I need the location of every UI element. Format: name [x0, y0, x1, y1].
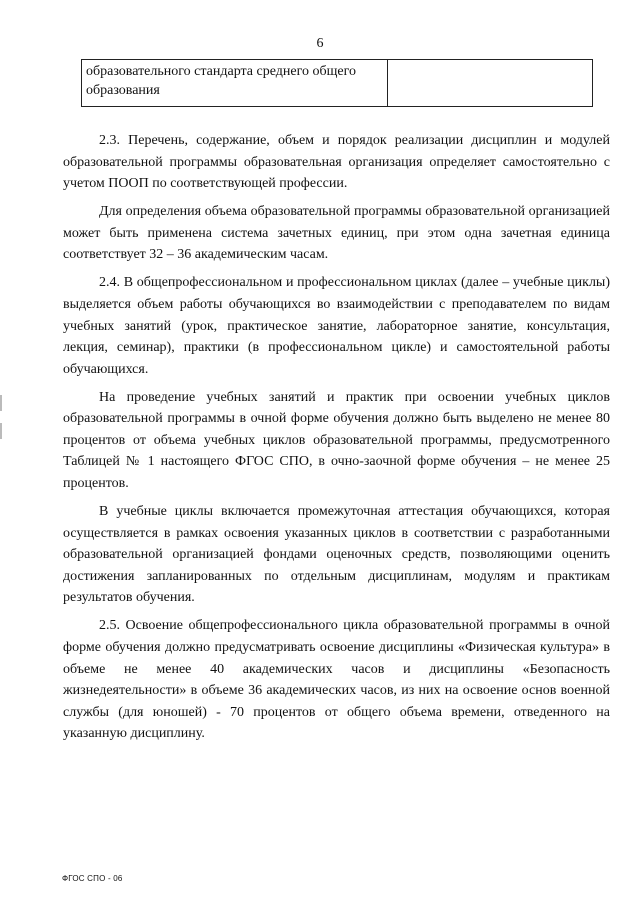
paragraph-credit-units: Для определения объема образовательной программы образовательной организацией может быть применена система зачетных единиц, при этом одна зачетная единица соответствует 32 – 36 академическим часам. — [63, 204, 610, 263]
paragraph-2-5: 2.5. Освоение общепрофессионального цикла образовательной программы в очной форме обучения должно предусматривать освоение дисциплины «Физическая культура» в объеме не менее 40 академических часов и дисциплины «Безопасность жизнедеятельности» в объеме 36 академических часов, из них на освоение основ военной службы (для юношей) - 70 процентов от общего объема времени, отведенного на указанную дисциплину. — [63, 618, 610, 742]
footer-code: ФГОС СПО - 06 — [62, 874, 123, 883]
table-cell-empty — [388, 60, 593, 107]
table-row — [82, 60, 593, 107]
scan-edge-mark — [0, 395, 2, 411]
paragraph-attestation: В учебные циклы включается промежуточная аттестация обучающихся, которая осуществляется в рамках освоения указанных циклов в соответствии с разработанными образовательной организацией фондами оценочных средств, позволяющими оценить достижения запланированных по отдельным дисциплинам, модулям и практикам результатов обучения. — [63, 504, 610, 606]
table-cell-standard: образовательного стандарта среднего общего образования — [82, 60, 388, 107]
page-number: 6 — [316, 36, 324, 51]
paragraph-class-hours: На проведение учебных занятий и практик при освоении учебных циклов образовательной программы в очной форме обучения должно быть выделено не менее 80 процентов от объема учебных циклов образовательной программы, предусмотренного Таблицей № 1 настоящего ФГОС СПО, в очно-заочной форме обучения – не менее 25 процентов. — [63, 389, 610, 492]
paragraph-2-3: 2.3. Перечень, содержание, объем и порядок реализации дисциплин и модулей образовательной программы образовательная организация определяет самостоятельно с учетом ПООП по соответствующей профессии. — [63, 133, 610, 192]
paragraph-2-4: 2.4. В общепрофессиональном и профессиональном циклах (далее – учебные циклы) выделяется объем работы обучающихся во взаимодействии с преподавателем по видам учебных занятий (урок, практическое занятие, лабораторное занятие, консультация, лекция, семинар), практики (в профессиональном цикле) и самостоятельной работы обучающихся. — [63, 275, 610, 377]
continuation-table — [81, 59, 593, 107]
document-body — [63, 130, 610, 751]
scan-edge-mark — [0, 423, 2, 439]
